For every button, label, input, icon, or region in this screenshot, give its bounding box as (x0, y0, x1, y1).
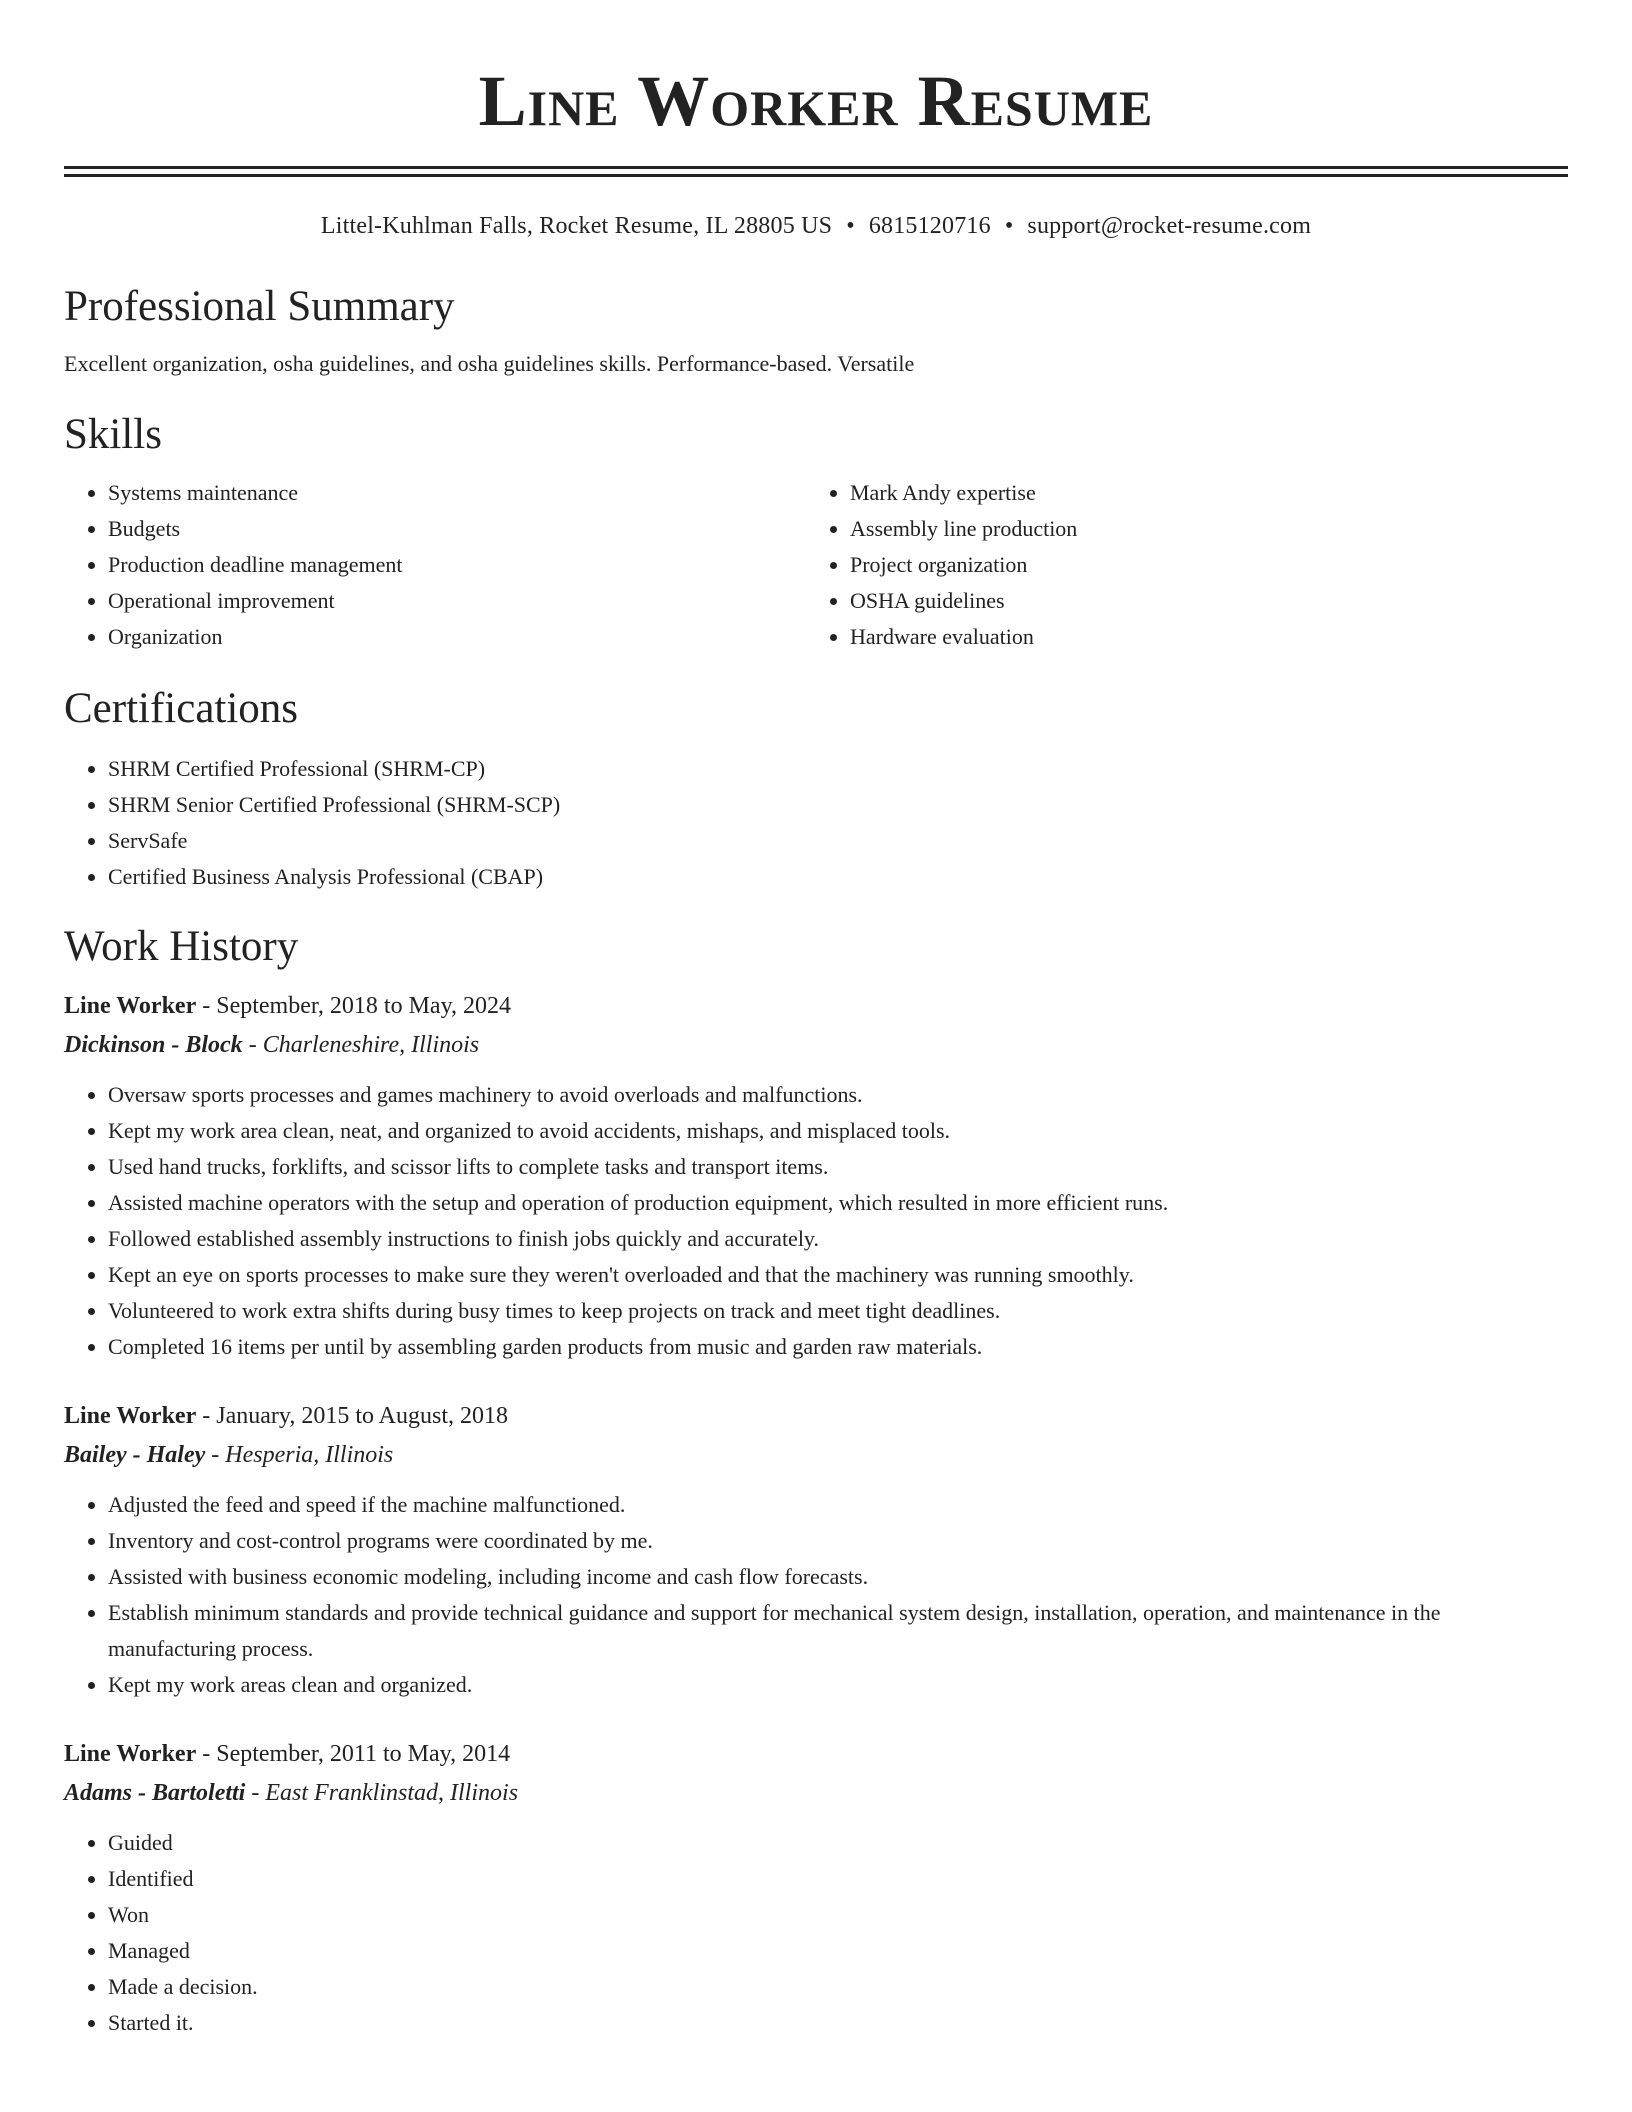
job-bullet: • Kept an eye on sports processes to make sure they weren't overloaded and that the machinery was running smoothly. (108, 1257, 1568, 1293)
skill-item: • OSHA guidelines (850, 583, 1548, 619)
job-bullets (64, 1077, 1568, 1365)
certification-item: • SHRM Certified Professional (SHRM-CP) (108, 751, 1568, 787)
job-company: Dickinson - Block (64, 1032, 243, 1058)
job-bullet: • Establish minimum standards and provide technical guidance and support for mechanical system design, installation, operation, and maintenance in the manufacturing process. (108, 1595, 1568, 1667)
work-history-heading: Work History (64, 923, 299, 970)
certification-item: • ServSafe (108, 823, 1568, 859)
skills-grid (64, 475, 1568, 655)
job-role: Line Worker (64, 1741, 197, 1767)
job-separator: - (245, 1780, 266, 1806)
skills-column-left (64, 475, 806, 655)
skill-item: • Project organization (850, 547, 1548, 583)
job-company-line (64, 1026, 1568, 1065)
job-location: East Franklinstad, Illinois (265, 1780, 519, 1806)
job-role: Line Worker (64, 1403, 197, 1429)
job-separator: - (196, 1741, 217, 1767)
contact-email: support@rocket-resume.com (1027, 213, 1312, 239)
skills-column-right (806, 475, 1548, 655)
job-bullets (64, 1825, 1568, 2041)
job-bullet: • Adjusted the feed and speed if the machine malfunctioned. (108, 1487, 1568, 1523)
job-title-line (64, 987, 1568, 1026)
job-bullet: • Kept my work area clean, neat, and organized to avoid accidents, mishaps, and misplaced tools. (108, 1113, 1568, 1149)
skill-item: • Systems maintenance (108, 475, 806, 511)
certification-item: • Certified Business Analysis Professional (CBAP) (108, 859, 1568, 895)
job-bullet: • Kept my work areas clean and organized. (108, 1667, 1568, 1703)
job-location: Charleneshire, Illinois (262, 1032, 480, 1058)
skill-item: • Budgets (108, 511, 806, 547)
job-bullet: • Guided (108, 1825, 1568, 1861)
job-separator: - (196, 993, 217, 1019)
job-bullet: • Followed established assembly instructions to finish jobs quickly and accurately. (108, 1221, 1568, 1257)
job-bullet: • Oversaw sports processes and games machinery to avoid overloads and malfunctions. (108, 1077, 1568, 1113)
job-company-line (64, 1436, 1568, 1475)
contact-line (64, 211, 1568, 241)
resume-title: Line Worker Resume (478, 61, 1154, 141)
job-bullet: • Inventory and cost-control programs were coordinated by me. (108, 1523, 1568, 1559)
certifications-list (64, 751, 1568, 895)
skills-list-left (64, 475, 806, 655)
title-double-rule (64, 166, 1568, 177)
job-bullet: • Made a decision. (108, 1969, 1568, 2005)
job-title-line (64, 1397, 1568, 1436)
job-bullet: • Assisted machine operators with the setup and operation of production equipment, which resulted in more efficient runs. (108, 1185, 1568, 1221)
job-bullet: • Completed 16 items per until by assembling garden products from music and garden raw materials. (108, 1329, 1568, 1365)
contact-separator: • (846, 213, 855, 239)
job-dates: September, 2011 to May, 2014 (216, 1741, 511, 1767)
job-bullet: • Started it. (108, 2005, 1568, 2041)
job-company: Bailey - Haley (64, 1442, 206, 1468)
job-entry (64, 987, 1568, 1365)
skill-item: • Organization (108, 619, 806, 655)
skills-heading: Skills (64, 411, 162, 458)
contact-separator: • (1004, 213, 1014, 239)
skills-list-right (806, 475, 1548, 655)
skill-item: • Mark Andy expertise (850, 475, 1548, 511)
job-separator: - (196, 1403, 217, 1429)
job-bullets (64, 1487, 1568, 1703)
job-bullet: • Used hand trucks, forklifts, and scissor lifts to complete tasks and transport items. (108, 1149, 1568, 1185)
contact-address: Littel-Kuhlman Falls, Rocket Resume, IL 28805 US (320, 213, 833, 239)
contact-phone: 6815120716 (868, 213, 991, 239)
job-bullet: • Volunteered to work extra shifts during busy times to keep projects on track and meet tight deadlines. (108, 1293, 1568, 1329)
job-bullet: • Identified (108, 1861, 1568, 1897)
job-company-line (64, 1774, 1568, 1813)
job-dates: September, 2018 to May, 2024 (216, 993, 512, 1019)
summary-heading: Professional Summary (64, 283, 455, 330)
skill-item: • Production deadline management (108, 547, 806, 583)
job-separator: - (242, 1032, 263, 1058)
summary-text: Excellent organization, osha guidelines, and osha guidelines skills. Performance-based. Versatile (64, 351, 915, 376)
job-location: Hesperia, Illinois (225, 1442, 394, 1468)
job-entry (64, 1735, 1568, 2041)
skill-item: • Assembly line production (850, 511, 1548, 547)
skill-item: • Hardware evaluation (850, 619, 1548, 655)
job-entry (64, 1397, 1568, 1703)
job-bullet: • Won (108, 1897, 1568, 1933)
job-bullet: • Managed (108, 1933, 1568, 1969)
certifications-heading: Certifications (64, 685, 299, 732)
job-separator: - (205, 1442, 226, 1468)
skill-item: • Operational improvement (108, 583, 806, 619)
job-dates: January, 2015 to August, 2018 (216, 1403, 508, 1429)
job-bullet: • Assisted with business economic modeling, including income and cash flow forecasts. (108, 1559, 1568, 1595)
job-title-line (64, 1735, 1568, 1774)
certification-item: • SHRM Senior Certified Professional (SHRM-SCP) (108, 787, 1568, 823)
job-company: Adams - Bartoletti (64, 1780, 246, 1806)
job-role: Line Worker (64, 993, 197, 1019)
